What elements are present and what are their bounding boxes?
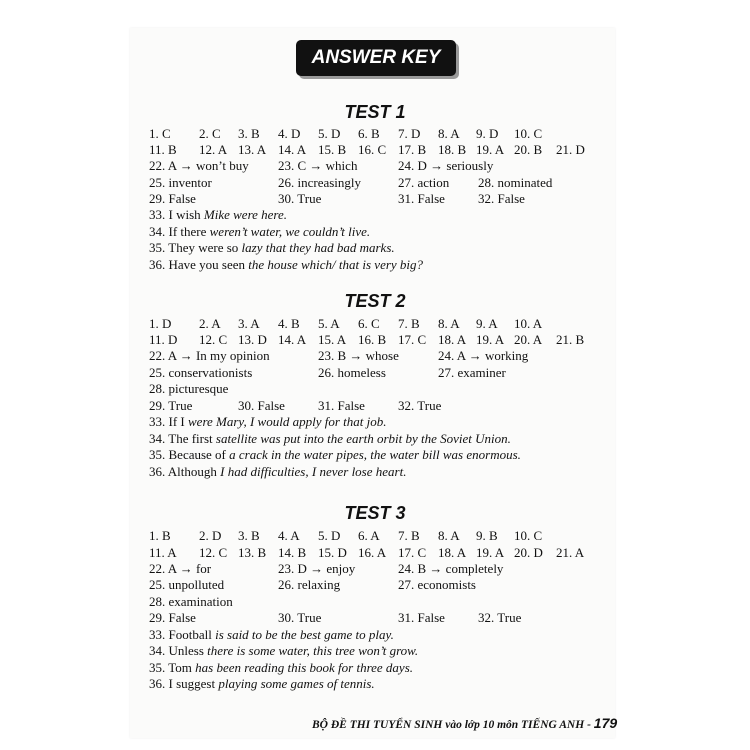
answer: 14. B [278, 545, 307, 560]
test-1-answer-34: 34. If there weren’t water, we couldn’t live. [149, 224, 371, 239]
test-2-title: TEST 2 [344, 291, 406, 311]
answer: 19. A [476, 545, 505, 560]
answer: 16. C [358, 142, 387, 157]
answer: 29. False [149, 610, 196, 625]
answer: 2. D [199, 528, 222, 543]
answer: 3. B [238, 126, 260, 141]
answer: 1. D [149, 316, 172, 331]
test-2-answer-36: 36. Although I had difficulties, I never lose heart. [149, 464, 407, 479]
answer: 7. D [398, 126, 421, 141]
test-3-answer-35: 35. Tom has been reading this book for three days. [149, 660, 414, 675]
answer: 6. C [358, 316, 380, 331]
answer: 25. unpolluted [149, 577, 225, 592]
test-1-row-29 [0, 190, 750, 207]
answer: 14. A [278, 142, 307, 157]
test-3-title: TEST 3 [344, 503, 406, 523]
answer: 11. D [149, 332, 178, 347]
test-1-answer-36: 36. Have you seen the house which/ that is very big? [149, 257, 424, 272]
answer: 12. C [199, 545, 228, 560]
answer: 5. A [318, 316, 340, 331]
test-1-answer-33: 33. I wish Mike were here. [149, 207, 288, 222]
answer: 25. conservationists [149, 365, 253, 380]
answer: 1. C [149, 126, 171, 141]
answer: 11. B [149, 142, 177, 157]
answer: 1. B [149, 528, 171, 543]
answer: 28. examination [149, 594, 233, 609]
answer: 6. B [358, 126, 380, 141]
answer: 12. A [199, 142, 228, 157]
answer: 22. A → In my opinion [149, 348, 270, 363]
page-number: 179 [593, 715, 618, 731]
answer: 5. D [318, 126, 341, 141]
test-3-row-28 [0, 593, 750, 610]
test-3-mc-row-2 [0, 544, 750, 561]
answer: 19. A [476, 142, 505, 157]
test-2-mc-row-1 [0, 315, 750, 332]
answer: 15. A [318, 332, 347, 347]
answer: 32. True [398, 398, 442, 413]
answer: 16. A [358, 545, 387, 560]
answer: 18. A [438, 545, 467, 560]
test-3-answer-36: 36. I suggest playing some games of tennis. [149, 676, 375, 691]
answer: 2. C [199, 126, 221, 141]
answer: 8. A [438, 528, 460, 543]
answer: 2. A [199, 316, 221, 331]
test-1-answer-35: 35. They were so lazy that they had bad marks. [149, 240, 395, 255]
answer: 7. B [398, 528, 420, 543]
answer: 26. homeless [318, 365, 386, 380]
answer: 16. B [358, 332, 387, 347]
test-3-row-29 [0, 609, 750, 626]
answer: 29. False [149, 191, 196, 206]
answer: 3. A [238, 316, 260, 331]
answer: 9. B [476, 528, 498, 543]
answer: 24. B → completely [398, 561, 504, 576]
test-1-mc-row-2 [0, 141, 750, 158]
answer: 18. B [438, 142, 467, 157]
answer: 26. relaxing [278, 577, 341, 592]
answer: 4. A [278, 528, 300, 543]
answer: 32. True [478, 610, 522, 625]
answer: 27. examiner [438, 365, 506, 380]
answer: 22. A → won’t buy [149, 158, 249, 173]
answer: 4. B [278, 316, 300, 331]
answer: 6. A [358, 528, 380, 543]
answer: 17. C [398, 545, 427, 560]
answer: 17. B [398, 142, 427, 157]
test-2-answer-35: 35. Because of a crack in the water pipes, the water bill was enormous. [149, 447, 521, 462]
answer: 18. A [438, 332, 467, 347]
test-3-row-22 [0, 560, 750, 577]
answer: 3. B [238, 528, 260, 543]
answer: 26. increasingly [278, 175, 362, 190]
answer: 20. A [514, 332, 543, 347]
answer: 20. B [514, 142, 543, 157]
answer: 31. False [398, 610, 445, 625]
book-title: BỘ ĐỀ THI TUYỂN SINH vào lớp 10 môn TIẾNG ANH [312, 719, 585, 731]
answer: 21. A [556, 545, 585, 560]
answer: 11. A [149, 545, 177, 560]
page-footer: BỘ ĐỀ THI TUYỂN SINH vào lớp 10 môn TIẾNG ANH - 179 [312, 715, 618, 731]
answer: 25. inventor [149, 175, 212, 190]
answer: 8. A [438, 126, 460, 141]
answer: 4. D [278, 126, 301, 141]
test-2-mc-row-2 [0, 331, 750, 348]
answer: 9. A [476, 316, 498, 331]
answer: 10. A [514, 316, 543, 331]
answer: 13. A [238, 142, 267, 157]
answer: 29. True [149, 398, 193, 413]
test-2-row-22 [0, 347, 750, 364]
answer: 30. False [238, 398, 285, 413]
answer: 30. True [278, 610, 322, 625]
test-2-row-28 [0, 380, 750, 397]
test-2-answer-33: 33. If I were Mary, I would apply for that job. [149, 414, 387, 429]
answer: 23. D → enjoy [278, 561, 356, 576]
answer: 31. False [398, 191, 445, 206]
test-1-title: TEST 1 [344, 102, 406, 122]
test-3-mc-row-1 [0, 527, 750, 544]
answer: 21. D [556, 142, 585, 157]
answer: 15. B [318, 142, 347, 157]
answer: 8. A [438, 316, 460, 331]
answer: 24. D → seriously [398, 158, 494, 173]
answer: 10. C [514, 528, 543, 543]
answer: 27. economists [398, 577, 476, 592]
answer: 19. A [476, 332, 505, 347]
answer: 27. action [398, 175, 450, 190]
answer: 17. C [398, 332, 427, 347]
test-3-row-25 [0, 576, 750, 593]
test-3-answer-33: 33. Football is said to be the best game to play. [149, 627, 394, 642]
answer: 23. B → whose [318, 348, 399, 363]
answer: 30. True [278, 191, 322, 206]
answer: 10. C [514, 126, 543, 141]
test-2-answer-34: 34. The first satellite was put into the earth orbit by the Soviet Union. [149, 431, 511, 446]
answer: 14. A [278, 332, 307, 347]
test-1-row-22 [0, 157, 750, 174]
answer: 15. D [318, 545, 347, 560]
test-2-row-25 [0, 364, 750, 381]
answer: 28. picturesque [149, 381, 229, 396]
answer: 22. A → for [149, 561, 212, 576]
answer: 5. D [318, 528, 341, 543]
answer: 13. D [238, 332, 267, 347]
answer: 20. D [514, 545, 543, 560]
answer: 32. False [478, 191, 525, 206]
answer: 23. C → which [278, 158, 358, 173]
answer: 7. B [398, 316, 420, 331]
test-1-mc-row-1 [0, 125, 750, 142]
answer: 28. nominated [478, 175, 553, 190]
answer: 12. C [199, 332, 228, 347]
test-1-row-25 [0, 174, 750, 191]
answer: 21. B [556, 332, 585, 347]
test-3-answer-34: 34. Unless there is some water, this tree won’t grow. [149, 643, 419, 658]
answer: 31. False [318, 398, 365, 413]
answer-key-banner: ANSWER KEY [296, 40, 456, 76]
answer: 13. B [238, 545, 267, 560]
answer: 24. A → working [438, 348, 529, 363]
answer: 9. D [476, 126, 499, 141]
test-2-row-29 [0, 397, 750, 414]
